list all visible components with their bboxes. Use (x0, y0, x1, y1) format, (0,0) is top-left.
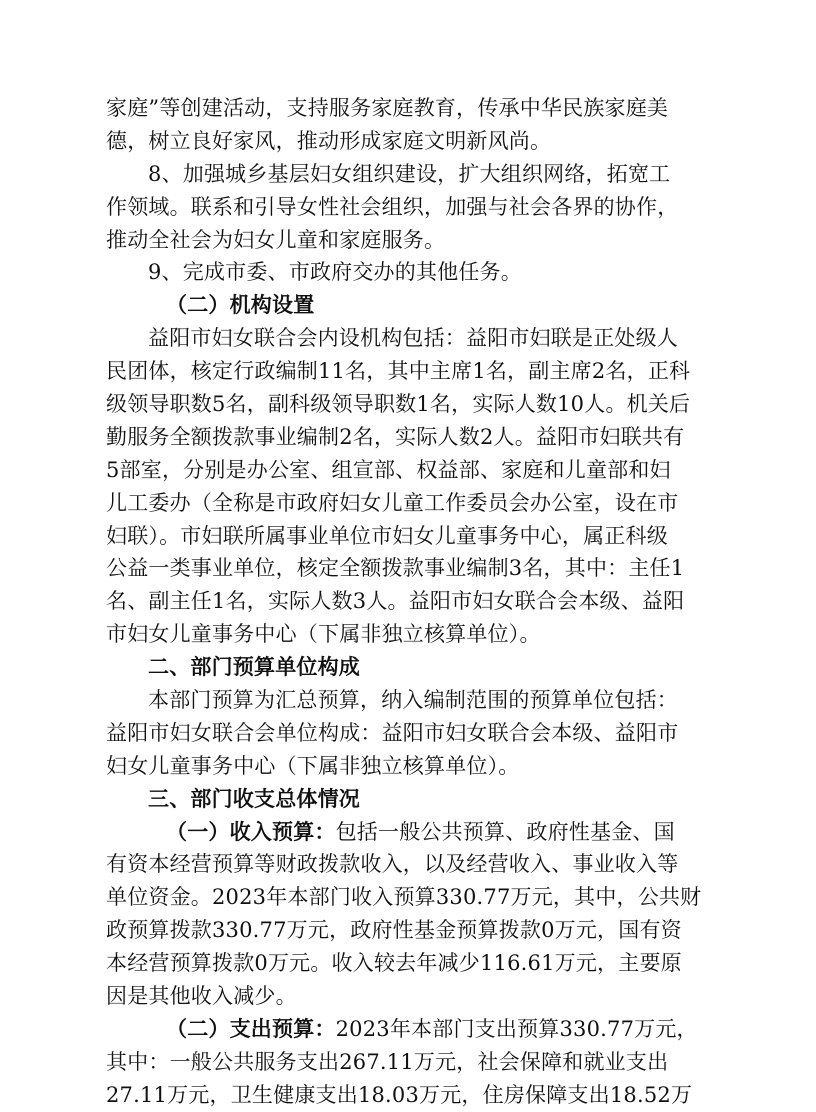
paragraph-line: 8、加强城乡基层妇女组织建设，扩大组织网络，拓宽工 (148, 161, 671, 186)
paragraph-line: 本部门预算为汇总预算，纳入编制范围的预算单位包括： (148, 688, 678, 713)
paragraph-line: 妇女儿童事务中心（下属非独立核算单位）。 (106, 753, 520, 778)
paragraph-line: 有资本经营预算等财政拨款收入，以及经营收入、事业收入等 (106, 852, 679, 877)
paragraph-line: 本经营预算拨款0万元。收入较去年减少116.61万元，主要原 (106, 951, 682, 976)
paragraph-line: 27.11万元，卫生健康支出18.03万元，住房保障支出18.52万 (106, 1082, 693, 1107)
paragraph-line: 5部室，分别是办公室、组宣部、权益部、家庭和儿童部和妇 (106, 457, 671, 482)
section-heading-overall: 三、部门收支总体情况 (148, 786, 360, 811)
expense-budget-lead: （二）支出预算： (166, 1016, 336, 1041)
paragraph-line: 作领域。联系和引导女性社会组织，加强与社会各界的协作， (106, 194, 679, 219)
paragraph-line: 推动全社会为妇女儿童和家庭服务。 (106, 227, 446, 252)
paragraph-line: 儿工委办（全称是市政府妇女儿童工作委员会办公室，设在市 (106, 490, 679, 515)
paragraph-line: 其中：一般公共服务支出267.11万元，社会保障和就业支出 (106, 1049, 669, 1074)
paragraph-line: 因是其他收入减少。 (106, 984, 297, 1009)
paragraph-line: 级领导职数5名，副科级领导职数1名，实际人数10人。机关后 (106, 392, 691, 417)
paragraph-line (106, 816, 710, 849)
income-budget-lead: （一）收入预算： (166, 819, 336, 844)
section-heading-budget-units: 二、部门预算单位构成 (148, 655, 360, 680)
paragraph-line: 政预算拨款330.77万元，政府性基金预算拨款0万元，国有资 (106, 918, 682, 943)
paragraph-line: 9、完成市委、市政府交办的其他任务。 (148, 260, 522, 285)
paragraph-line: 勤服务全额拨款事业编制2名，实际人数2人。益阳市妇联共有 (106, 424, 685, 449)
paragraph-line: 妇联）。市妇联所属事业单位市妇女儿童事务中心，属正科级 (106, 523, 668, 548)
paragraph-line: 名、副主任1名，实际人数3人。益阳市妇女联合会本级、益阳 (106, 589, 685, 614)
paragraph-line (106, 1013, 710, 1046)
paragraph-line: 家庭”等创建活动，支持服务家庭教育，传承中华民族家庭美 (106, 96, 669, 120)
paragraph-line: 德，树立良好家风，推动形成家庭文明新风尚。 (106, 128, 552, 153)
paragraph-line: 单位资金。2023年本部门收入预算330.77万元，其中，公共财 (106, 885, 702, 910)
paragraph-line: 市妇女儿童事务中心（下属非独立核算单位）。 (106, 622, 541, 647)
paragraph-line: 益阳市妇女联合会内设机构包括：益阳市妇联是正处级人 (148, 326, 678, 351)
section-heading-org-setup: （二）机构设置 (166, 293, 315, 318)
document-body (106, 92, 710, 1112)
income-budget-text: 包括一般公共预算、政府性基金、国 (335, 819, 675, 844)
expense-budget-text: 2023年本部门支出预算330.77万元， (335, 1016, 698, 1041)
paragraph-line: 益阳市妇女联合会单位构成：益阳市妇女联合会本级、益阳市 (106, 720, 679, 745)
paragraph-line: 民团体，核定行政编制11名，其中主席1名，副主席2名，正科 (106, 359, 691, 384)
paragraph-line: 公益一类事业单位，核定全额拨款事业编制3名，其中：主任1 (106, 556, 685, 581)
